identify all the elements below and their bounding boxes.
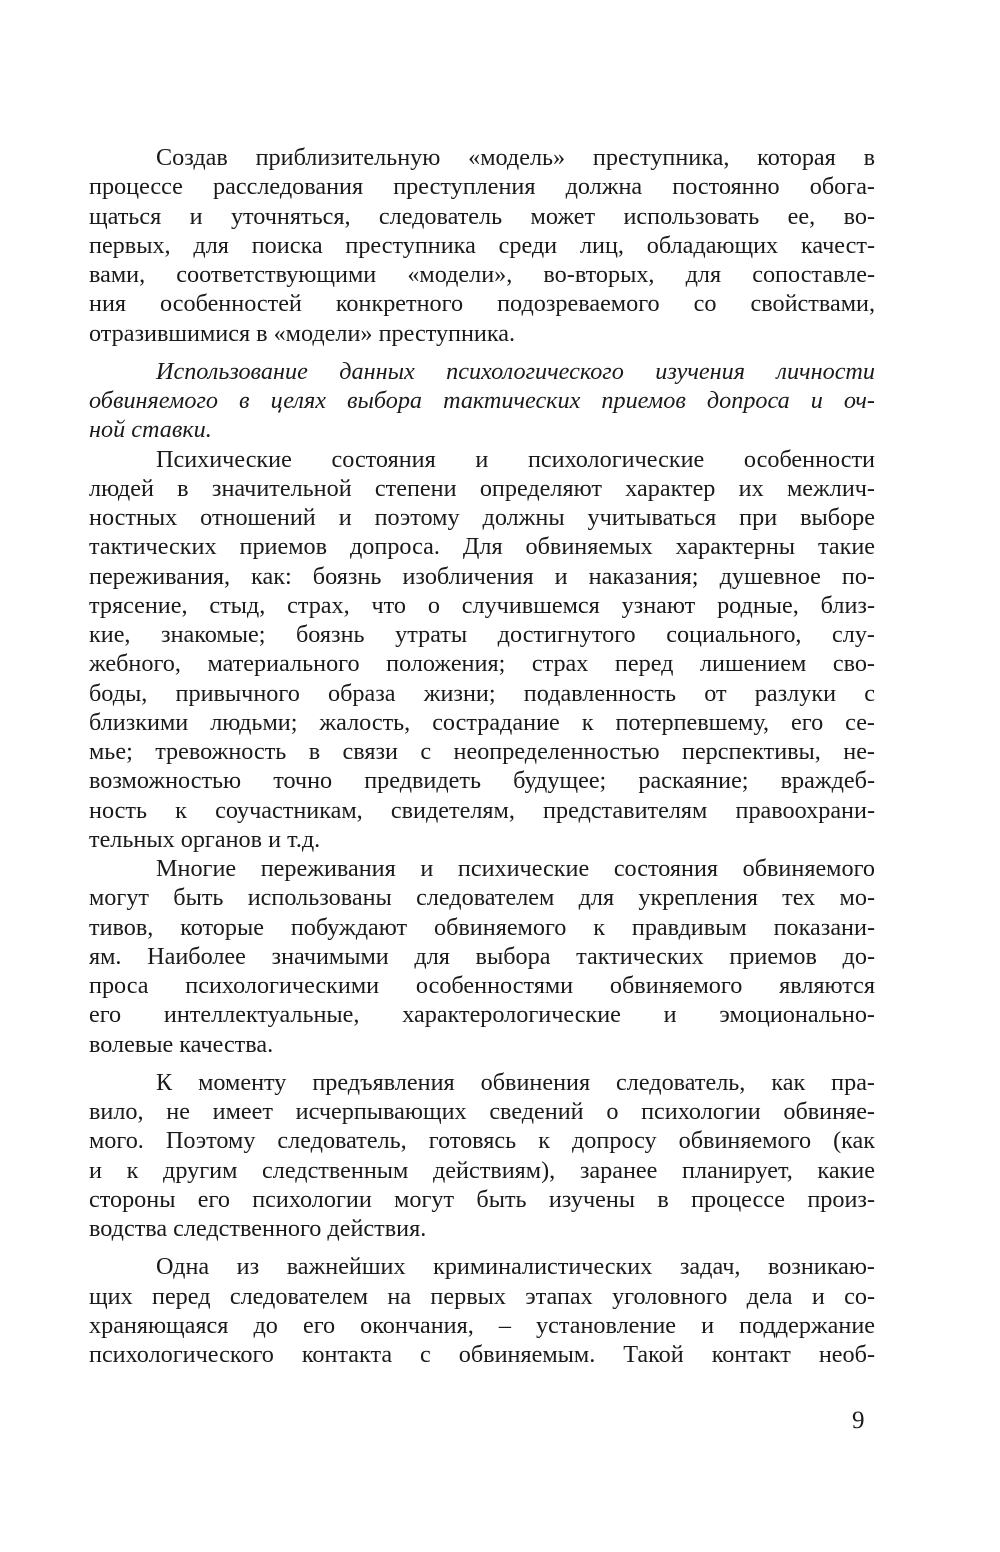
text-line: Использование данных психологического изучения личности: [156, 357, 875, 385]
text-line: стороны его психологии могут быть изучены в процессе произ-: [89, 1185, 875, 1213]
text-line: ной ставки.: [89, 416, 212, 444]
text-line: близкими людьми; жалость, сострадание к потерпевшему, его се-: [89, 708, 875, 736]
text-line: психологического контакта с обвиняемым. Такой контакт необ-: [89, 1341, 875, 1368]
text-line: трясение, стыд, страх, что о случившемся узнают родные, близ-: [89, 591, 875, 619]
text-line: Одна из важнейших криминалистических задач, возникаю-: [156, 1253, 875, 1281]
section-heading-italic: [89, 357, 875, 445]
text-line: кие, знакомые; боязнь утраты достигнутого социального, слу-: [89, 621, 875, 648]
text-line: проса психологическими особенностями обвиняемого являются: [89, 972, 875, 999]
text-line: отразившимися в «модели» преступника.: [89, 319, 516, 347]
text-line: людей в значительной степени определяют характер их межлич-: [89, 474, 875, 502]
text-line: возможностью точно предвидеть будущее; раскаяние; враждеб-: [89, 767, 875, 795]
page-body: [89, 143, 875, 1369]
text-line: ния особенностей конкретного подозреваемого со свойствами,: [89, 290, 875, 318]
text-line: храняющаяся до его окончания, – установление и поддержание: [89, 1311, 875, 1339]
paragraph-spacer: [89, 1243, 875, 1252]
text-line: тактических приемов допроса. Для обвиняемых характерны такие: [89, 533, 875, 561]
text-line: боды, привычного образа жизни; подавленность от разлуки с: [89, 679, 875, 707]
paragraph-1: [89, 143, 875, 348]
text-line: Психические состояния и психологические особенности: [156, 445, 875, 473]
text-line: и к другим следственным действиям), заранее планирует, какие: [89, 1156, 875, 1184]
page-number: 9: [852, 1407, 865, 1434]
text-line: Создав приблизительную «модель» преступника, которая в: [156, 144, 875, 171]
text-line: водства следственного действия.: [89, 1215, 427, 1242]
text-line: первых, для поиска преступника среди лиц, обладающих качест-: [89, 231, 875, 259]
paragraph-spacer: [89, 1059, 875, 1068]
text-line: мого. Поэтому следователь, готовясь к допросу обвиняемого (как: [89, 1127, 875, 1155]
text-line: переживания, как: боязнь изобличения и наказания; душевное по-: [89, 562, 875, 590]
paragraph-4: [89, 1068, 875, 1244]
text-line: тельных органов и т.д.: [89, 825, 321, 853]
text-line: жебного, материального положения; страх перед лишением сво-: [89, 650, 875, 678]
text-line: вами, соответствующими «модели», во-вторых, для сопоставле-: [89, 261, 875, 288]
paragraph-2: [89, 445, 875, 855]
text-line: могут быть использованы следователем для укрепления тех мо-: [89, 884, 875, 912]
text-line: обвиняемого в целях выбора тактических приемов допроса и оч-: [89, 387, 875, 414]
text-line: ность к соучастникам, свидетелям, представителям правоохрани-: [89, 796, 875, 824]
text-line: процессе расследования преступления должна постоянно обога-: [89, 173, 875, 201]
paragraph-5: [89, 1252, 875, 1369]
text-line: вило, не имеет исчерпывающих сведений о психологии обвиняе-: [89, 1098, 875, 1125]
paragraph-spacer: [89, 348, 875, 357]
text-line: Многие переживания и психические состояния обвиняемого: [156, 855, 875, 882]
text-line: его интеллектуальные, характерологические и эмоционально-: [89, 1001, 875, 1029]
text-line: щих перед следователем на первых этапах уголовного дела и со-: [89, 1282, 875, 1310]
text-line: волевые качества.: [89, 1030, 274, 1058]
text-line: тивов, которые побуждают обвиняемого к правдивым показани-: [89, 913, 875, 941]
text-line: щаться и уточняться, следователь может использовать ее, во-: [89, 202, 875, 230]
text-line: ностных отношений и поэтому должны учитываться при выборе: [89, 504, 875, 531]
text-line: К моменту предъявления обвинения следователь, как пра-: [156, 1068, 875, 1096]
paragraph-3: [89, 854, 875, 1059]
text-line: ям. Наиболее значимыми для выбора тактических приемов до-: [89, 942, 875, 970]
text-line: мье; тревожность в связи с неопределенностью перспективы, не-: [89, 738, 875, 765]
